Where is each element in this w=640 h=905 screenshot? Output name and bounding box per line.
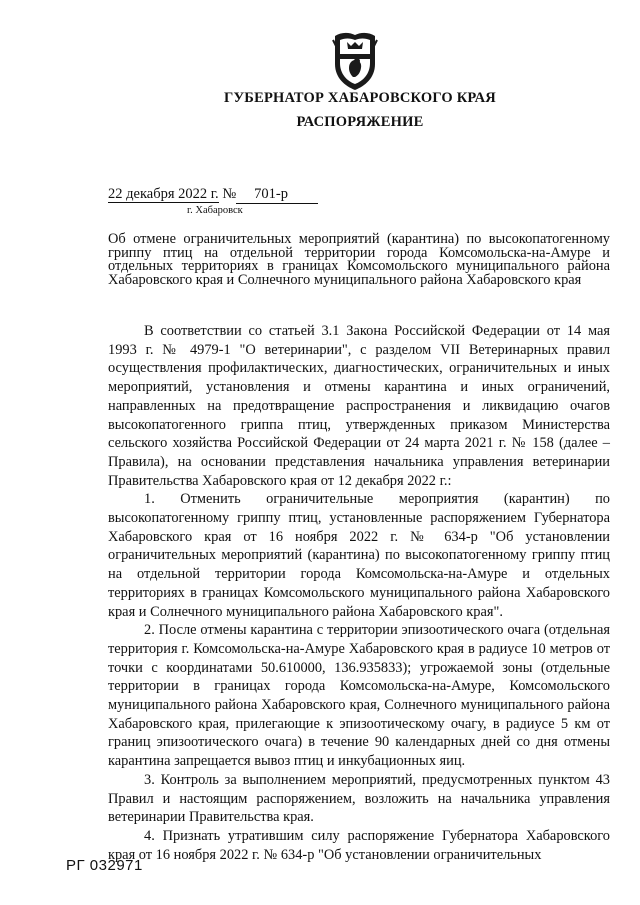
- number-sign: №: [222, 186, 237, 202]
- clause-3: 3. Контроль за выполнением мероприятий, предусмотренных пунктом 43 Правил и настоящим распоряжением, возложить на начальника управления ветеринарии Правительства края.: [108, 771, 610, 826]
- clause-4: 4. Признать утратившим силу распоряжение Губернатора Хабаровского края от 16 ноября 2022 г. № 634-р "Об установлении ограничительных: [108, 827, 610, 863]
- clause-1: 1. Отменить ограничительные мероприятия (карантин) по высокопатогенному гриппу птиц, установленные распоряжением Губернатора Хабаровского края от 16 ноября 2022 г. № 634-р "Об установлении ограничительных мероприятий (карантина) по высокопатогенному гриппу птиц на отдельной территории города Комсомольска-на-Амуре и отдельных территориях в границах Комсомольского муниципального района Хабаровского края и Солнечного муниципального района Хабаровского края".: [108, 491, 610, 620]
- clause-2: 2. После отмены карантина с территории эпизоотического очага (отдельная территория г. Комсомольска-на-Амуре Хабаровского края в радиусе 10 метров от точки с координатами 50.610000, 136.935833); угрожаемой зоны (отдельные территории в границах города Комсомольска-на-Амуре, Комсомольского муниципального района Хабаровского края, Солнечного муниципального района Хабаровского края, прилегающие к эпизоотическому очагу, в радиусе 5 км от границ эпизоотического очага) в течение 90 календарных дней со дня отмены карантина запрещается вывоз птиц и инкубационных яиц.: [108, 622, 610, 770]
- preamble-paragraph: В соответствии со статьей 3.1 Закона Российской Федерации от 14 мая 1993 г. № 4979-1 "О ветеринарии", с разделом VII Ветеринарных правил осуществления профилактических, диагностических, ограничительных и иных мероприятий, установления и отмены карантина и иных ограничений, направленных на предотвращение распространения и ликвидацию очагов высокопатогенного гриппа птиц, утвержденных приказом Министерства сельского хозяйства Российской Федерации от 24 марта 2021 г. № 158 (далее – Правила), на основании представления начальника управления ветеринарии Правительства Хабаровского края от 12 декабря 2022 г.:: [108, 323, 610, 489]
- coat-of-arms-icon: [327, 30, 383, 92]
- document-type: РАСПОРЯЖЕНИЕ: [296, 114, 424, 130]
- document-subject: Об отмене ограничительных мероприятий (карантина) по высокопатогенному гриппу птиц на отдельной территории города Комсомольска-на-Амуре и отдельных территориях в границах Комсомольского муниципального района Хабаровского края и Солнечного муниципального района Хабаровского края: [108, 231, 610, 288]
- date-number-line: [108, 186, 318, 204]
- place-of-issue: г. Хабаровск: [187, 205, 243, 216]
- document-date: 22 декабря 2022 г.: [108, 186, 219, 202]
- document-number: 701-р: [236, 186, 318, 204]
- form-serial-number: РГ 032971: [66, 857, 143, 874]
- document-body: [108, 322, 610, 864]
- issuing-authority: ГУБЕРНАТОР ХАБАРОВСКОГО КРАЯ: [224, 90, 496, 106]
